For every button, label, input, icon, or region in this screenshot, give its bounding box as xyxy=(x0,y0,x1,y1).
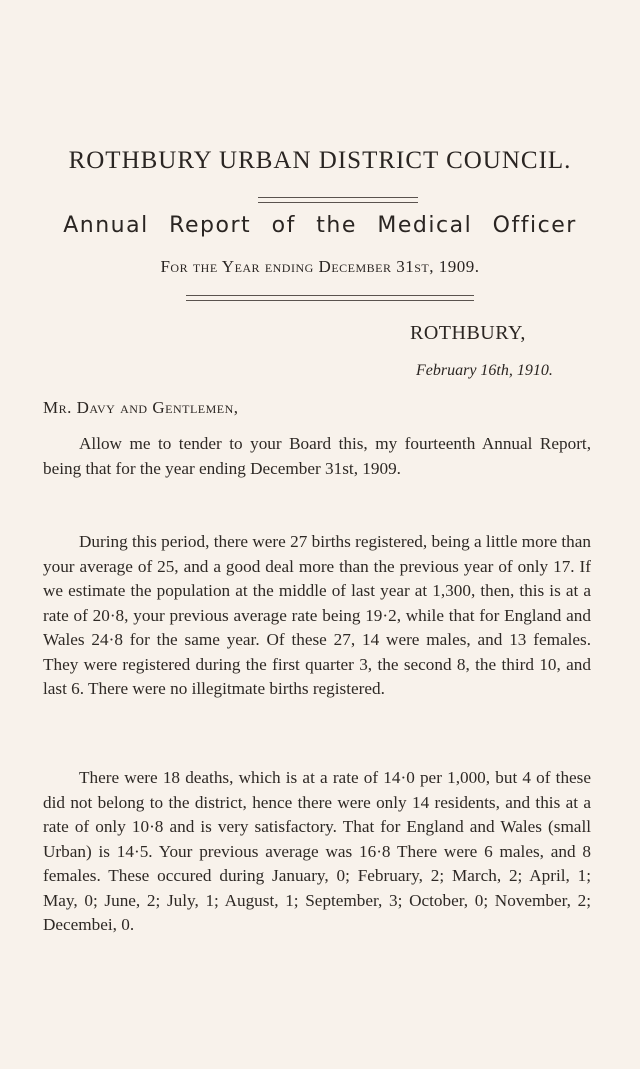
paragraph-births: During this period, there were 27 births registered, being a little more than your average of 25, and a good deal more than the previous year of only 17. If we estimate the population at the middle of last year at 1,300, then, this is at a rate of 20·8, your previous average rate being 19·2, while that for England and Wales 24·8 for the same year. Of these 27, 14 were males, and 13 females. They were registered during the first quarter 3, the second 8, the third 10, and last 6. There were no illegitmate births registered. xyxy=(43,532,591,698)
council-title: ROTHBURY URBAN DISTRICT COUNCIL. xyxy=(68,147,572,174)
title-divider xyxy=(258,197,418,203)
letter-place: ROTHBURY, xyxy=(410,322,526,344)
paragraph-introduction: Allow me to tender to your Board this, my fourteenth Annual Report, being that for the year ending December 31st, 1909. xyxy=(43,434,591,478)
section-divider xyxy=(186,295,474,301)
paragraph-deaths: There were 18 deaths, which is at a rate of 14·0 per 1,000, but 4 of these did not belong to the district, hence there were only 14 residents, and this at a rate of only 10·8 and is very satisfactory. That for England and Wales (small Urban) is 14·5. Your previous average was 16·8 There were 6 males, and 8 females. These occured during January, 0; February, 2; March, 2; April, 1; May, 0; June, 2; July, 1; August, 1; September, 3; October, 0; November, 2; Decembei, 0. xyxy=(43,768,591,934)
report-title: Annual Report of the Medical Officer xyxy=(63,213,577,238)
letter-date: February 16th, 1910. xyxy=(416,362,553,379)
report-year-line: For the Year ending December 31st, 1909. xyxy=(160,257,480,276)
salutation: Mr. Davy and Gentlemen, xyxy=(43,398,239,417)
